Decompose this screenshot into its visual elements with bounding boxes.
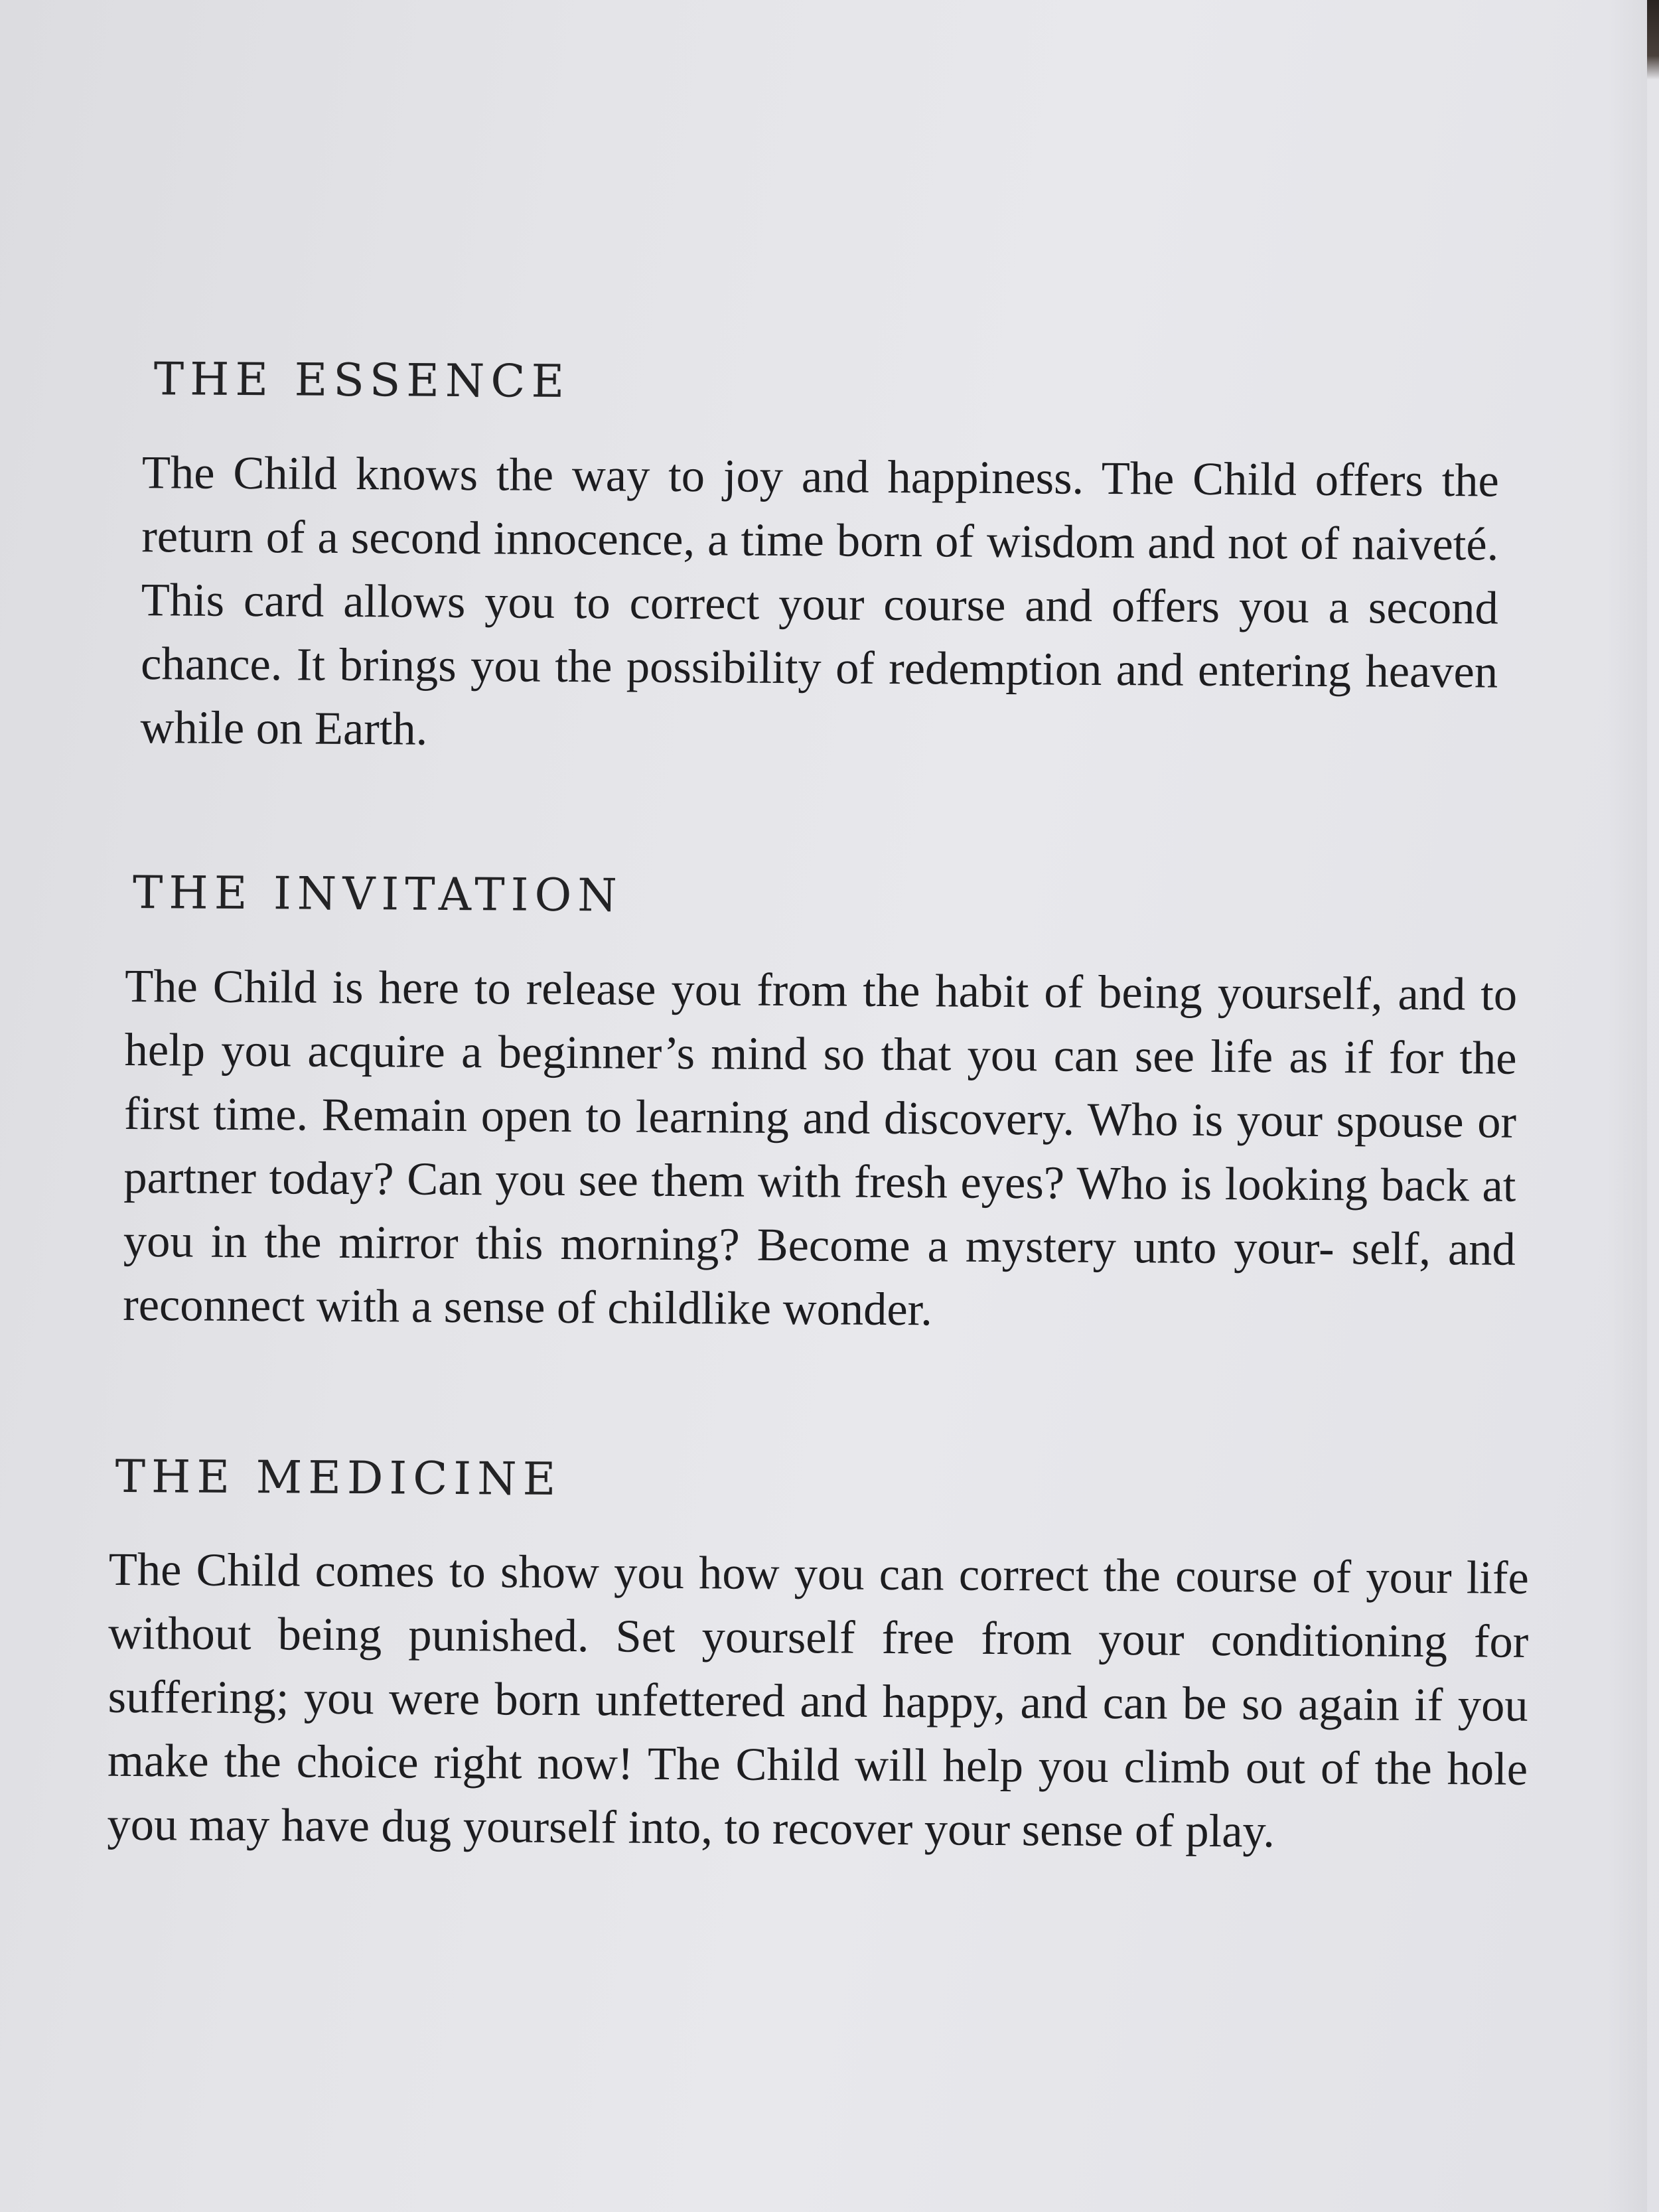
section-heading-essence: THE ESSENCE [153, 353, 571, 409]
section-heading-medicine: THE MEDICINE [115, 1450, 562, 1506]
section-body-essence: The Child knows the way to joy and happiness. The Child offers the return of a second innocence, a time born of wisdom and not of naiveté. This card allows you to correct your course and offers you a second chance. It brings you the possibility of redemption and entering heaven while on Earth. [140, 446, 1500, 755]
page-gutter-shadow [1607, 0, 1647, 2212]
section-invitation [123, 866, 1550, 1345]
section-heading-invitation: THE INVITATION [132, 866, 624, 922]
section-medicine [107, 1450, 1546, 1866]
section-body-medicine: The Child comes to show you how you can correct the course of your life without being punished. Set yourself free from your conditioning for suffering; you were born unfettered and happy, and can be so again if you make the choice right now! The Child will help you climb out of the hole you may have dug yourself into, to recover your sense of play. [107, 1544, 1530, 1858]
section-body-invitation: The Child is here to release you from the habit of being yourself, and to help you acquire a beginner’s mind so that you can see life as if for the first time. Remain open to learning and discovery. Who is your spouse or partner today? Can you see them with fresh eyes? Who is looking back at you in the mirror this morning? Become a mystery unto your- self, and reconnect with a sense of childlike wonder. [123, 960, 1518, 1335]
page-edge [1647, 0, 1659, 80]
page-content [107, 353, 1553, 1865]
section-essence [130, 355, 1553, 768]
